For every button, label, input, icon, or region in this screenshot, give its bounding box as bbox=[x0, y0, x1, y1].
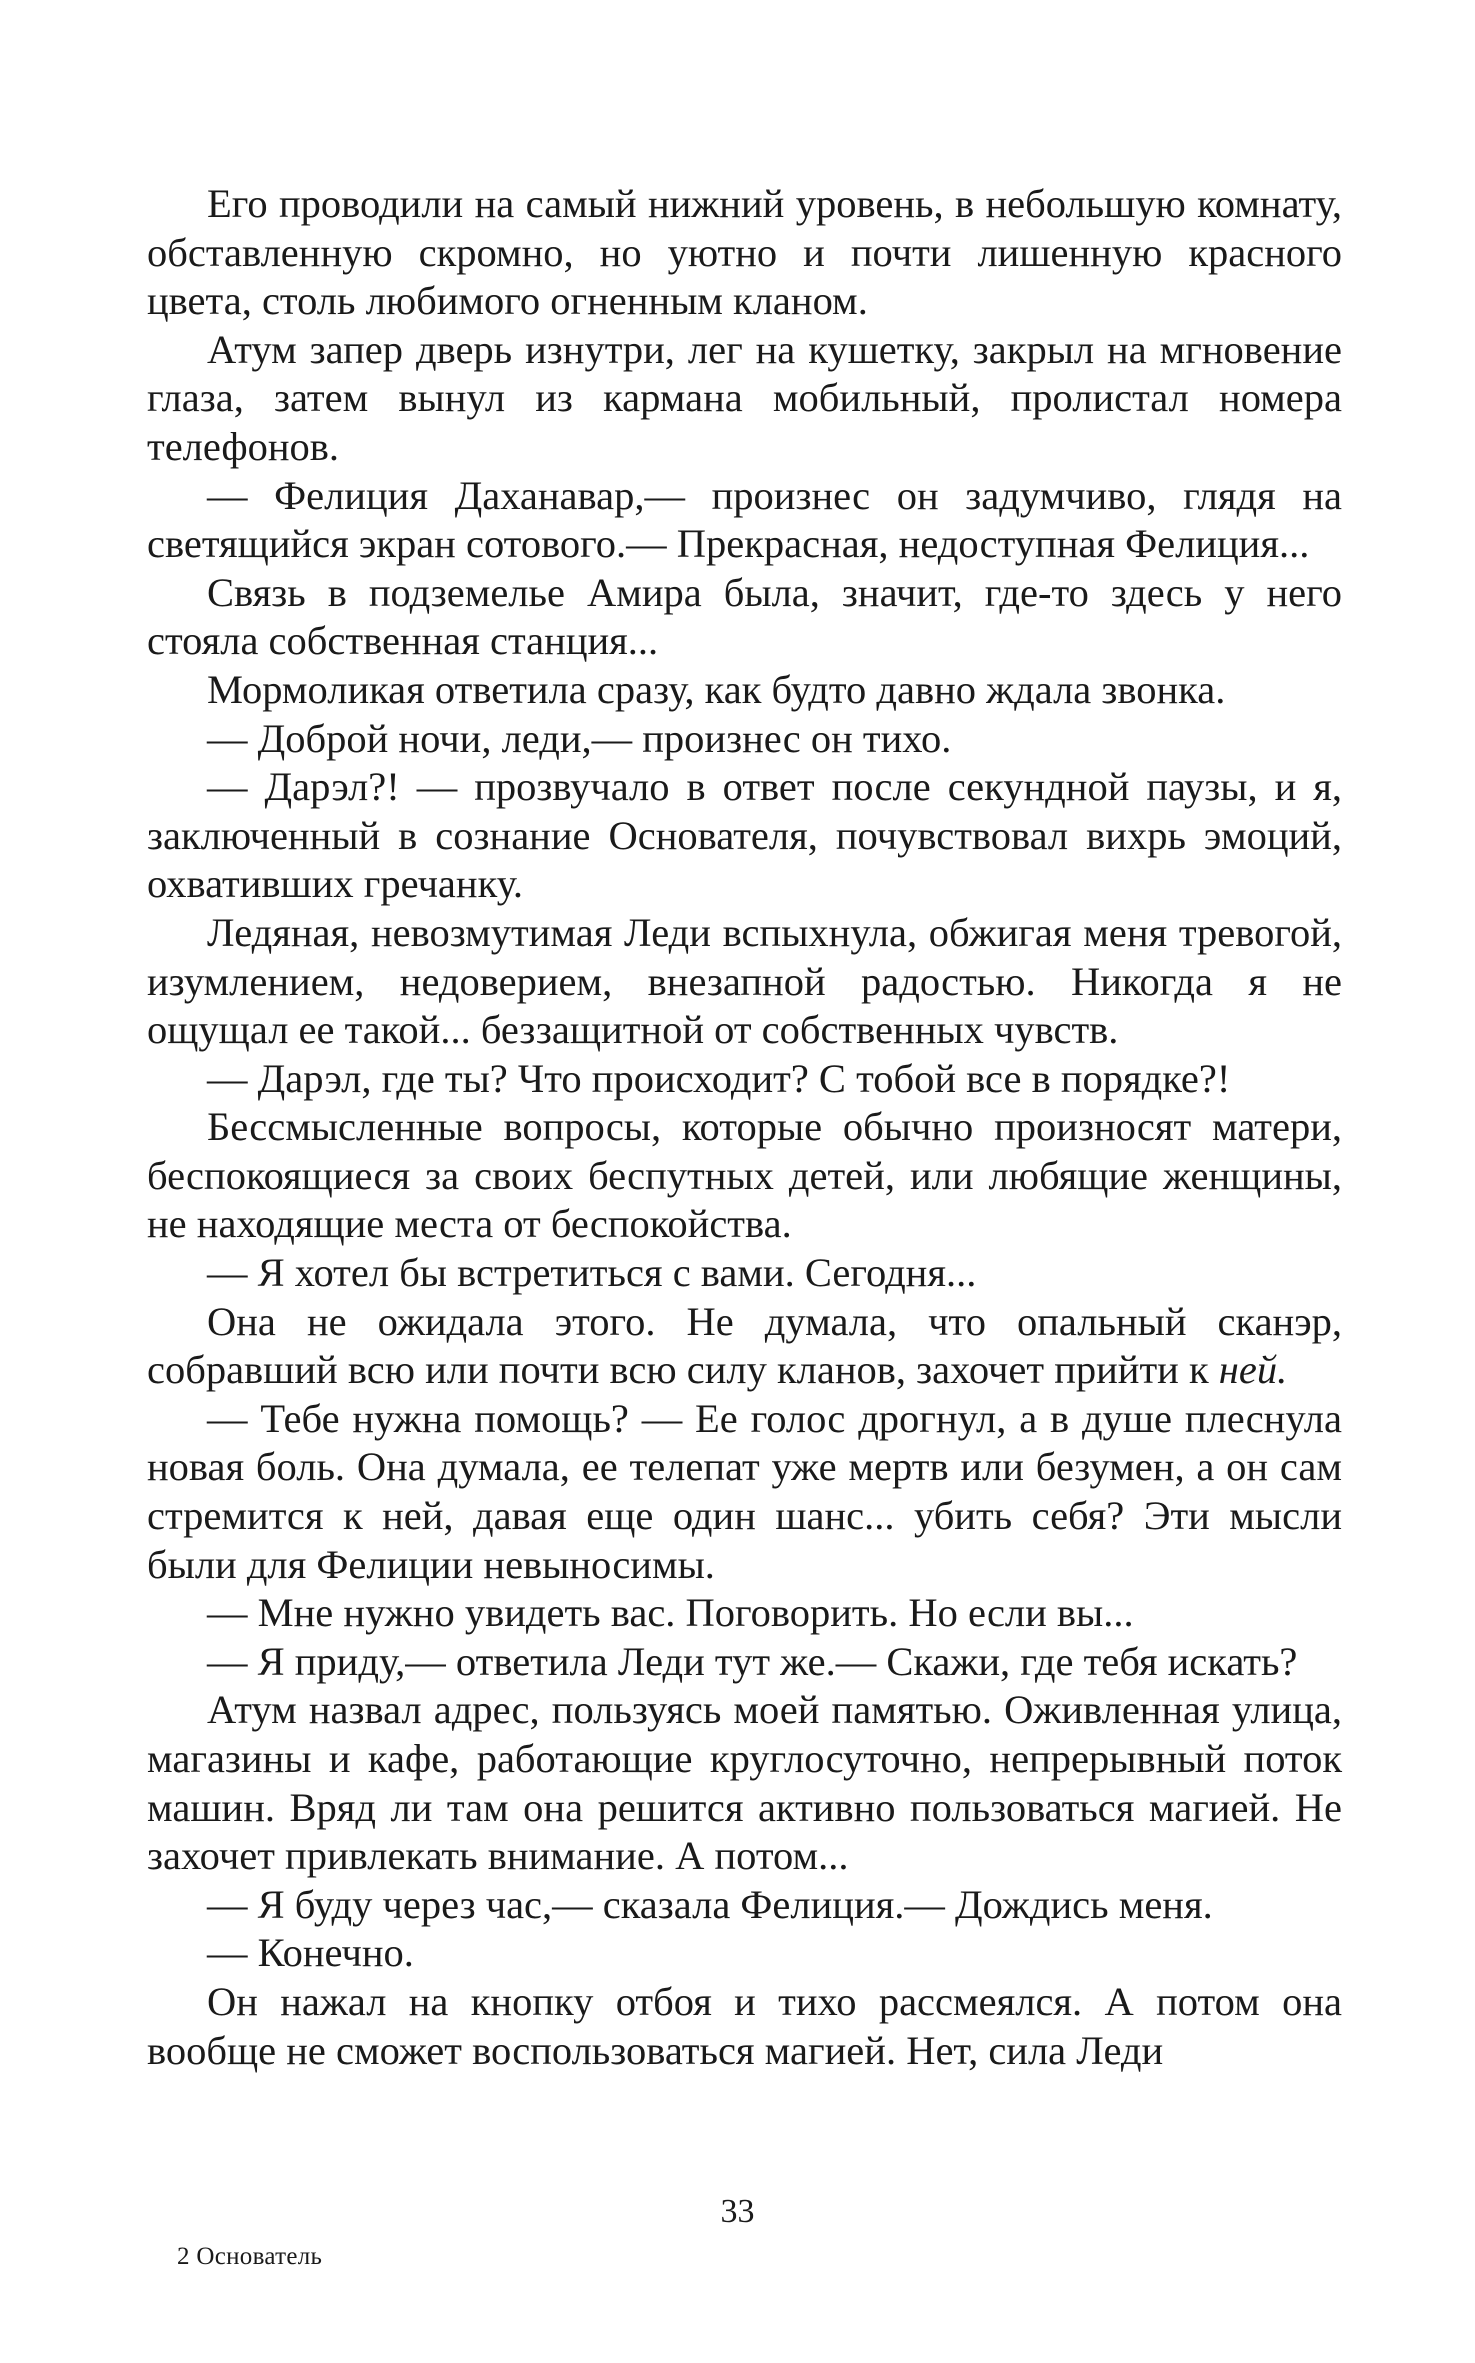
paragraph: Связь в подземелье Амира была, значит, где-то здесь у него стояла собственная станция... bbox=[147, 569, 1342, 664]
paragraph: Бессмысленные вопросы, которые обычно произносят матери, беспокоящиеся за своих беспутных детей, или любящие женщины, не находящие места от беспокойства. bbox=[147, 1104, 1342, 1247]
paragraph: Мормоликая ответила сразу, как будто давно ждала звонка. bbox=[207, 666, 1226, 712]
paragraph-with-italic bbox=[147, 1298, 1342, 1395]
paragraph: — Тебе нужна помощь? — Ее голос дрогнул, а в душе плеснула новая боль. Она думала, ее телепат уже мертв или безумен, а он сам стремится к ней, давая еще один шанс... убить себя? Эти мысли были для Фелиции невыносимы. bbox=[147, 1395, 1342, 1587]
paragraph: — Я приду,— ответила Леди тут же.— Скажи, где тебя искать? bbox=[207, 1638, 1298, 1684]
italic-word: ней. bbox=[1218, 1347, 1288, 1393]
page-number: 33 bbox=[720, 2193, 755, 2230]
paragraph: — Дарэл?! — прозвучало в ответ после секундной паузы, и я, заключенный в сознание Основателя, почувствовал вихрь эмоций, охвативших гречанку. bbox=[147, 764, 1342, 907]
paragraph: — Мне нужно увидеть вас. Поговорить. Но если вы... bbox=[207, 1590, 1134, 1636]
paragraph: Он нажал на кнопку отбоя и тихо рассмеялся. А потом она вообще не сможет воспользоваться магией. Нет, сила Леди bbox=[147, 1978, 1342, 2073]
main-text bbox=[147, 180, 1342, 2075]
paragraph: Ледяная, невозмутимая Леди вспыхнула, обжигая меня тревогой, изумлением, недоверием, внезапной радостью. Никогда я не ощущал ее такой... беззащитной от собственных чувств. bbox=[147, 909, 1342, 1053]
printer-signature-mark: 2 Основатель bbox=[177, 2243, 323, 2270]
paragraph: Его проводили на самый нижний уровень, в небольшую комнату, обставленную скромно, но уютно и почти лишенную красного цвета, столь любимого огненным кланом. bbox=[147, 181, 1342, 324]
paragraph: — Дарэл, где ты? Что происходит? С тобой все в порядке?! bbox=[207, 1055, 1231, 1101]
paragraph: — Конечно. bbox=[207, 1930, 414, 1976]
paragraph: — Фелиция Даханавар,— произнес он задумчиво, глядя на светящийся экран сотового.— Прекрасная, недоступная Фелиция... bbox=[147, 472, 1342, 567]
paragraph: — Доброй ночи, леди,— произнес он тихо. bbox=[207, 715, 952, 761]
paragraph: Атум запер дверь изнутри, лег на кушетку, закрыл на мгновение глаза, затем вынул из кармана мобильный, пролистал номера телефонов. bbox=[147, 326, 1342, 469]
paragraph-text: Она не ожидала этого. Не думала, что опальный сканэр, собравший всю или почти всю силу кланов, захочет прийти к bbox=[147, 1298, 1342, 1393]
paragraph: Атум назвал адрес, пользуясь моей памятью. Оживленная улица, магазины и кафе, работающие круглосуточно, непрерывный поток машин. Вряд ли там она решится активно пользоваться магией. Не захочет привлекать внимание. А потом... bbox=[147, 1687, 1342, 1879]
paragraph: — Я буду через час,— сказала Фелиция.— Дождись меня. bbox=[207, 1881, 1213, 1927]
paragraph: — Я хотел бы встретиться с вами. Сегодня... bbox=[207, 1250, 977, 1296]
